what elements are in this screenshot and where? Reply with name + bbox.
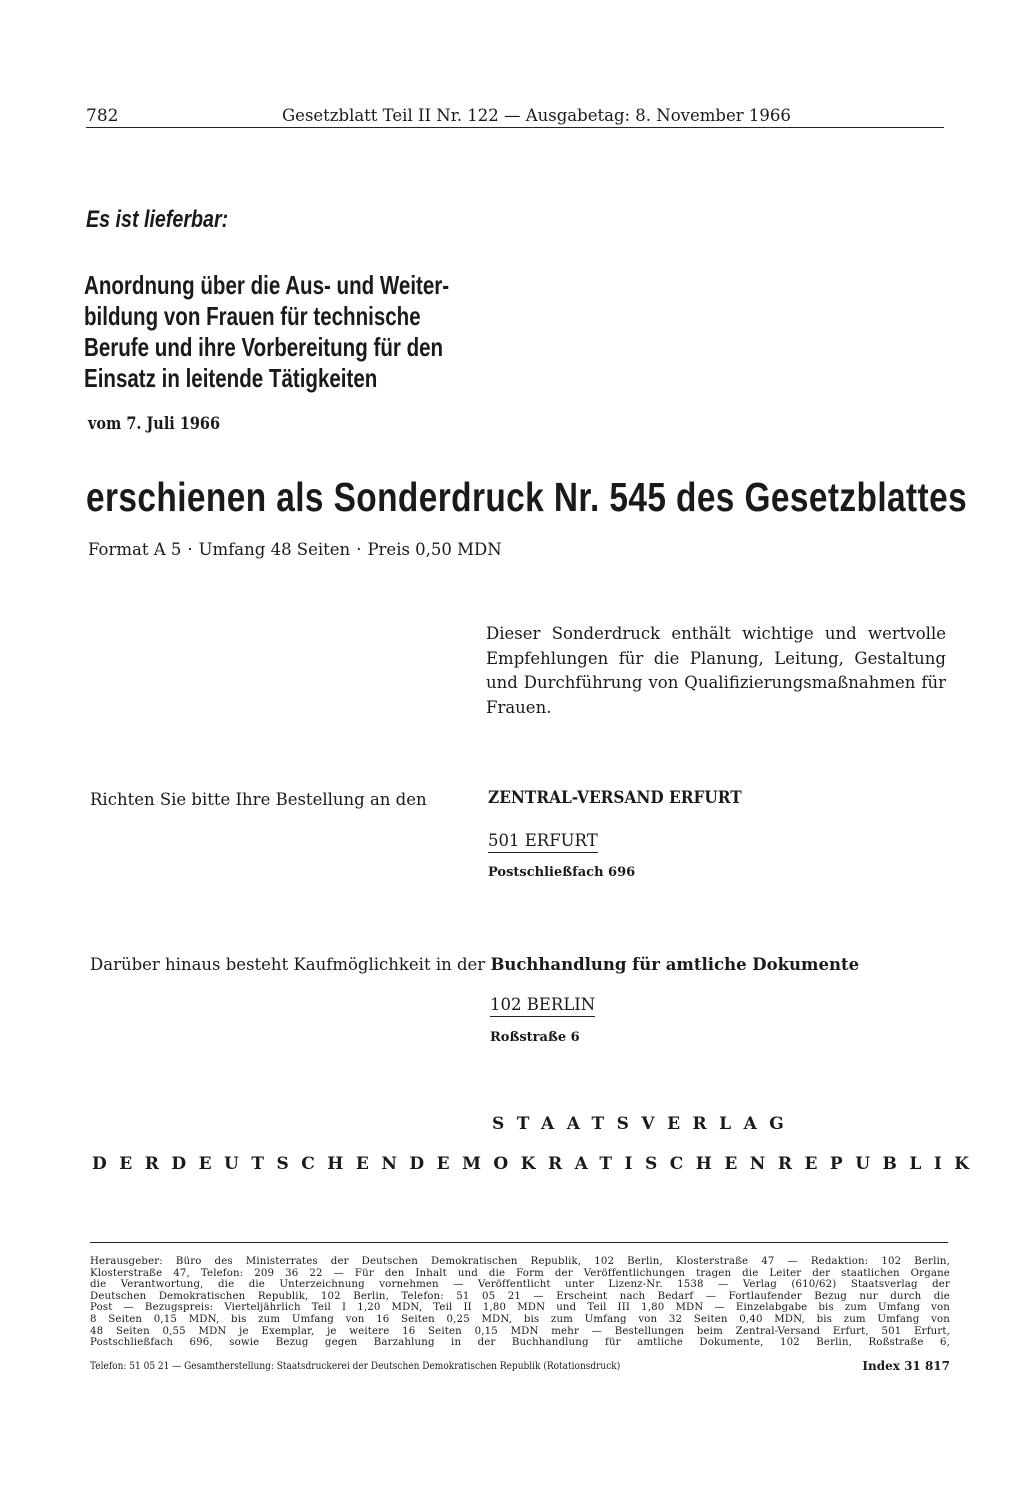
- index-number: Index 31 817: [862, 1359, 950, 1373]
- vendor-city: 501 ERFURT: [488, 831, 598, 853]
- imprint-line: Deutschen Demokratischen Republik, 102 Berlin, Telefon: 51 05 21 — Erscheint nach Bedarf — Fortlaufender Bezug nur durch die: [90, 1290, 950, 1302]
- description-paragraph: Dieser Sonderdruck enthält wichtige und wertvolle Empfehlungen für die Planung, Leitung, Gestaltung und Durchführung von Qualifizierungsmaßnahmen für Frauen.: [486, 624, 946, 717]
- title-line: Berufe und ihre Vorbereitung für den: [84, 332, 444, 362]
- document-date: vom 7. Juli 1966: [88, 414, 221, 434]
- title-line: Anordnung über die Aus- und Weiter-: [84, 270, 450, 300]
- imprint-line: die Verantwortung, die die Unterzeichnung vornehmen — Veröffentlicht unter Lizenz-Nr. 1538 — Verlag (610/62) Staatsverlag der: [90, 1279, 950, 1291]
- vendor-name: ZENTRAL-VERSAND ERFURT: [488, 788, 742, 807]
- publisher-word: DER: [92, 1154, 172, 1174]
- bookshop-name: Buchhandlung für amtliche Dokumente: [490, 955, 860, 974]
- bookshop-street: Roßstraße 6: [490, 1030, 580, 1045]
- page-count: Umfang 48 Seiten: [198, 540, 351, 559]
- header-rule: [86, 127, 944, 128]
- imprint-line: Postschließfach 696, sowie Bezug gegen Barzahlung in der Buchhandlung für amtliche Dokumente, 102 Berlin, Roßstraße 6,: [90, 1337, 950, 1349]
- imprint-line: 8 Seiten 0,15 MDN, bis zum Umfang von 16 Seiten 0,25 MDN, bis zum Umfang von 32 Seiten 0,40 MDN, bis zum Umfang von: [90, 1313, 950, 1325]
- publisher-country: [92, 1154, 982, 1174]
- imprint-line: Klosterstraße 47, Telefon: 209 36 22 — Für den Inhalt und die Form der Veröffentlichungen tragen die Leiter der staatlichen Organe: [90, 1267, 950, 1279]
- format-details: [88, 540, 502, 559]
- vendor-po-box: Postschließfach 696: [488, 865, 636, 880]
- purchase-info: [90, 955, 859, 974]
- imprint: [90, 1256, 950, 1349]
- publisher-name: STAATSVERLAG: [492, 1114, 797, 1134]
- availability-heading: Es ist lieferbar:: [86, 206, 229, 233]
- imprint-line: Post — Bezugspreis: Vierteljährlich Teil I 1,20 MDN, Teil II 1,80 MDN und Teil III 1,80 MDN — Einzelabgabe bis zum Umfang von: [90, 1302, 950, 1314]
- bookshop-city: 102 BERLIN: [490, 995, 595, 1017]
- page-number: 782: [86, 106, 119, 126]
- price: Preis 0,50 MDN: [367, 540, 502, 559]
- separator: ·: [187, 540, 193, 559]
- imprint-line: 48 Seiten 0,55 MDN je Exemplar, je weitere 16 Seiten 0,15 MDN mehr — Bestellungen beim Zentral-Versand Erfurt, 501 Erfurt,: [90, 1325, 950, 1337]
- purchase-intro: Darüber hinaus besteht Kaufmöglichkeit in der: [90, 955, 486, 974]
- imprint-last-line: Telefon: 51 05 21 — Gesamtherstellung: Staatsdruckerei der Deutschen Demokratischen Republik (Rotationsdruck): [90, 1361, 621, 1372]
- imprint-line: Herausgeber: Büro des Ministerrates der Deutschen Demokratischen Republik, 102 Berlin, Klosterstraße 47 — Redaktion: 102 Berlin,: [90, 1256, 950, 1267]
- order-instruction: Richten Sie bitte Ihre Bestellung an den: [90, 790, 427, 809]
- publisher-word: REPUBLIK: [777, 1154, 982, 1174]
- publisher-word: DEMOKRATISCHEN: [409, 1154, 778, 1174]
- publisher-word: DEUTSCHEN: [171, 1154, 410, 1174]
- title-line: Einsatz in leitende Tätigkeiten: [84, 363, 378, 393]
- publication-statement: erschienen als Sonderdruck Nr. 545 des Gesetzblattes: [86, 474, 968, 520]
- document-title: [84, 270, 449, 394]
- running-head: Gesetzblatt Teil II Nr. 122 — Ausgabetag: 8. November 1966: [282, 106, 791, 125]
- title-line: bildung von Frauen für technische: [84, 301, 421, 331]
- separator: ·: [356, 540, 362, 559]
- format-size: Format A 5: [88, 540, 182, 559]
- footer-rule: [90, 1242, 948, 1243]
